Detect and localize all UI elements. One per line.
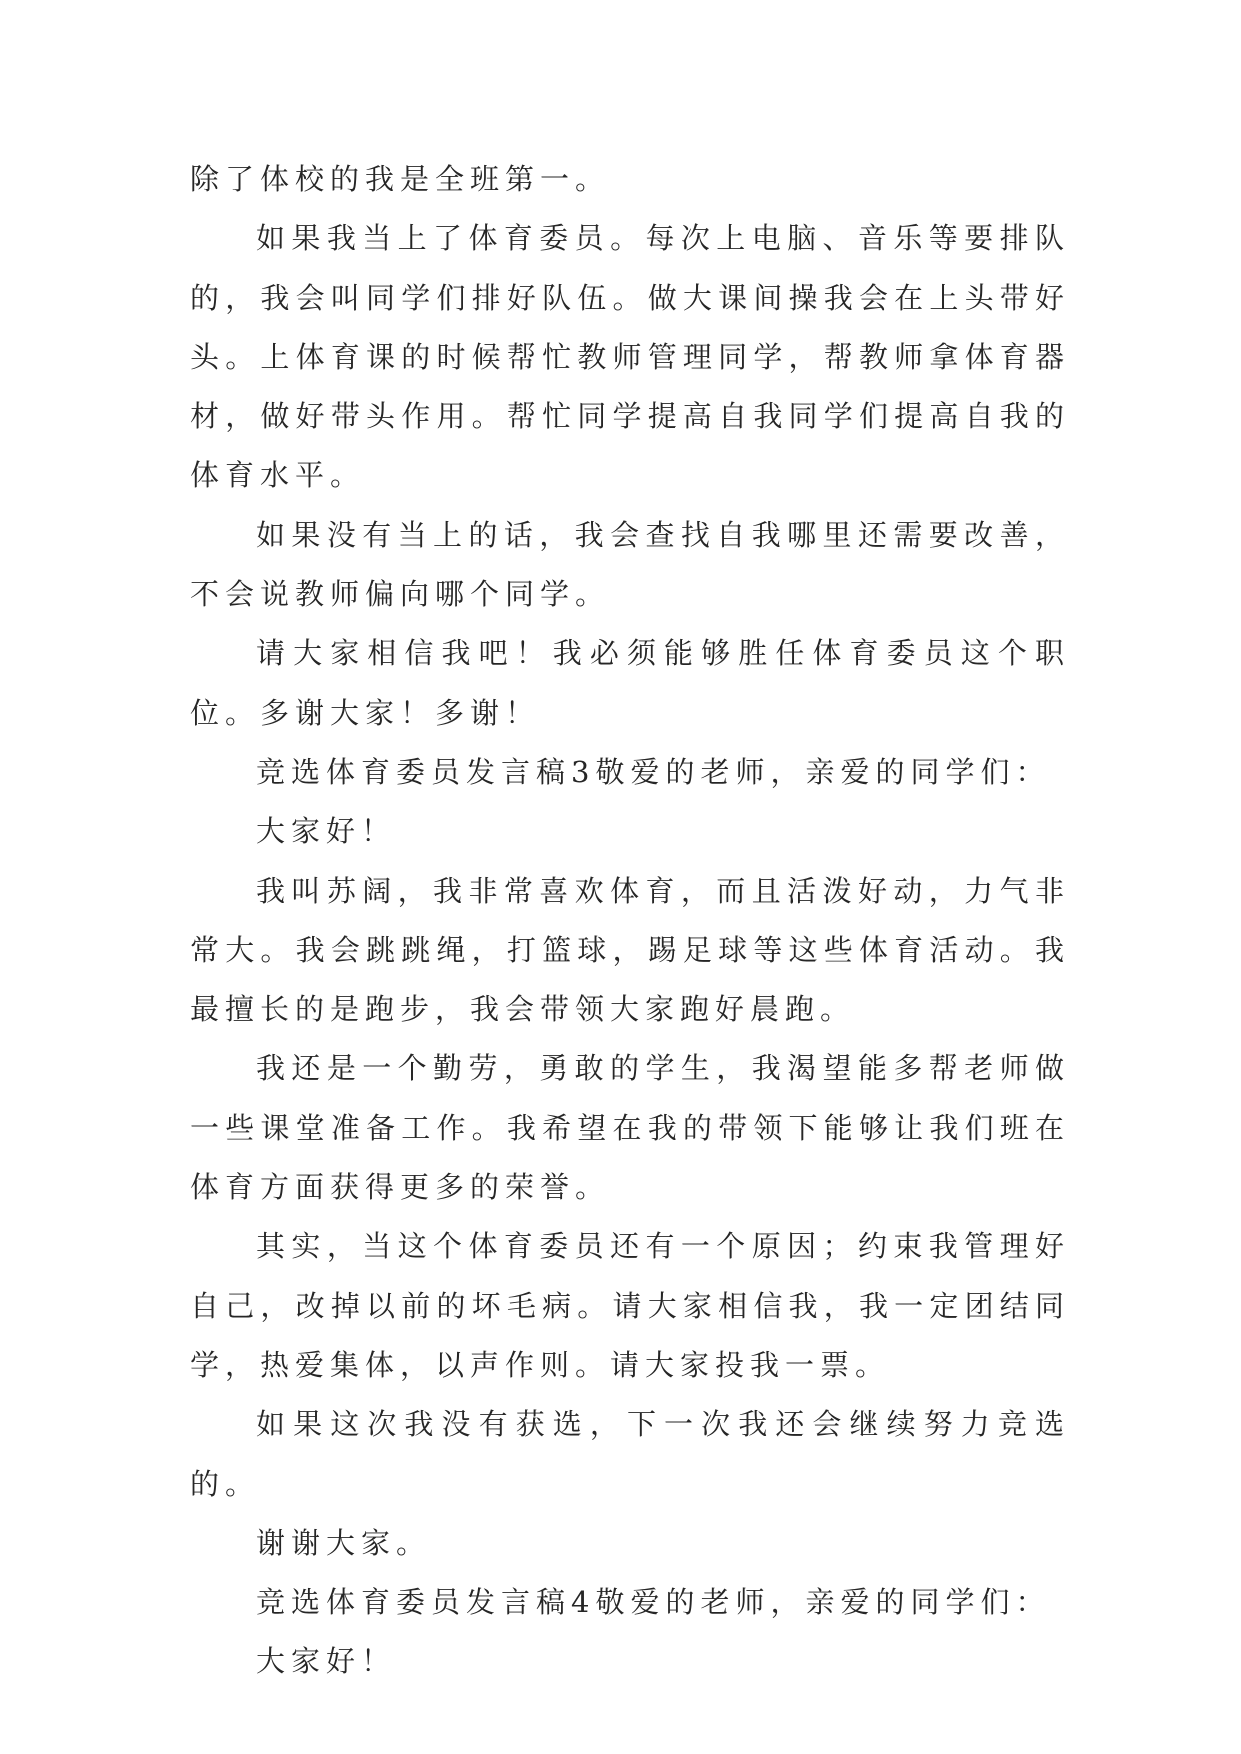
paragraph-3: 如果没有当上的话，我会查找自我哪里还需要改善，不会说教师偏向哪个同学。 (190, 517, 1070, 612)
paragraph-12: 竞选体育委员发言稿4敬爱的老师，亲爱的同学们： (256, 1585, 1051, 1620)
paragraph-4: 请大家相信我吧！我必须能够胜任体育委员这个职位。多谢大家！多谢！ (190, 636, 1070, 730)
paragraph-1: 除了体校的我是全班第一。 (190, 162, 611, 196)
paragraph-5: 竞选体育委员发言稿3敬爱的老师，亲爱的同学们： (256, 754, 1051, 789)
paragraph-6: 大家好！ (256, 814, 397, 849)
paragraph-8: 我还是一个勤劳，勇敢的学生，我渴望能多帮老师做一些课堂准备工作。我希望在我的带领下能够让我们班在体育方面获得更多的荣誉。 (190, 1051, 1070, 1205)
paragraph-13: 大家好！ (256, 1644, 397, 1679)
paragraph-9: 其实，当这个体育委员还有一个原因；约束我管理好自己，改掉以前的坏毛病。请大家相信我，我一定团结同学，热爱集体，以声作则。请大家投我一票。 (190, 1229, 1070, 1382)
paragraph-10: 如果这次我没有获选，下一次我还会继续努力竞选的。 (190, 1407, 1070, 1501)
paragraph-7: 我叫苏阔，我非常喜欢体育，而且活泼好动，力气非常大。我会跳跳绳，打篮球，踢足球等这些体育活动。我最擅长的是跑步，我会带领大家跑好晨跑。 (190, 873, 1070, 1027)
document-body (190, 150, 1070, 1692)
paragraph-11: 谢谢大家。 (256, 1525, 432, 1560)
paragraph-2: 如果我当上了体育委员。每次上电脑、音乐等要排队的，我会叫同学们排好队伍。做大课间操我会在上头带好头。上体育课的时候帮忙教师管理同学，帮教师拿体育器材，做好带头作用。帮忙同学提高自我同学们提高自我的体育水平。 (190, 221, 1070, 493)
